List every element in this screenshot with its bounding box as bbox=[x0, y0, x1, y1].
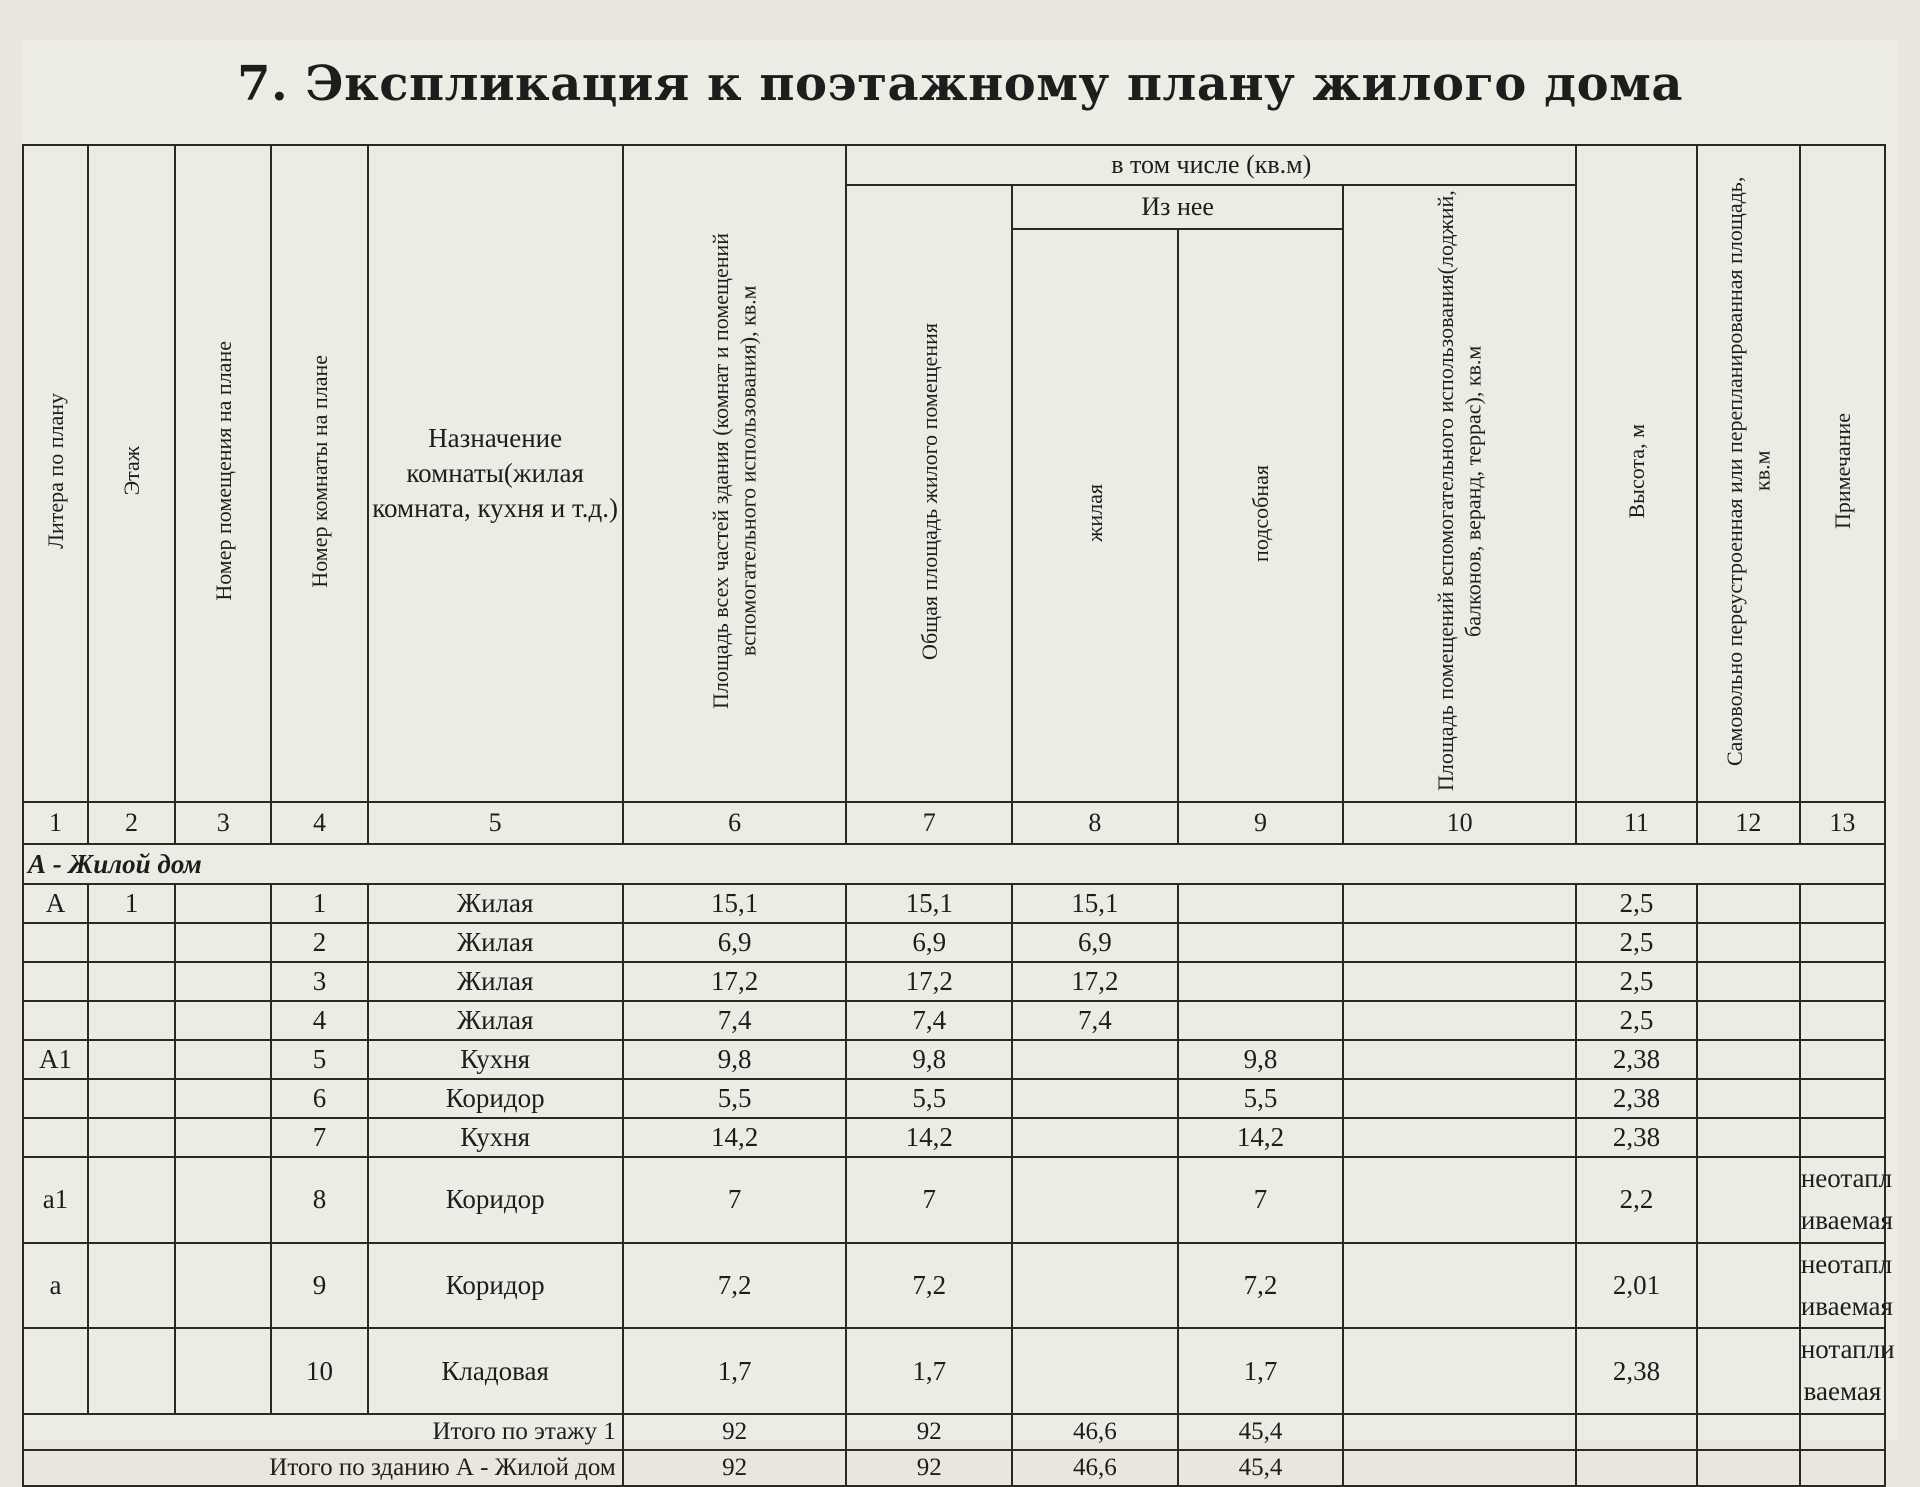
table-row bbox=[23, 1001, 1885, 1040]
height-cell: 2,2 bbox=[1576, 1157, 1697, 1243]
room-number-cell bbox=[175, 1328, 271, 1414]
note-cell bbox=[1800, 884, 1885, 923]
veranda-area-cell bbox=[1343, 1001, 1576, 1040]
column-number: 4 bbox=[271, 802, 367, 844]
area-total-cell: 7,4 bbox=[846, 1001, 1012, 1040]
height-cell: 2,38 bbox=[1576, 1079, 1697, 1118]
room-plan-cell: 1 bbox=[271, 884, 367, 923]
header-group-total: в том числе (кв.м) bbox=[846, 145, 1576, 185]
aux-area-cell: 7 bbox=[1178, 1157, 1344, 1243]
aux-area-cell: 14,2 bbox=[1178, 1118, 1344, 1157]
column-number: 8 bbox=[1012, 802, 1178, 844]
room-number-cell bbox=[175, 884, 271, 923]
column-number: 12 bbox=[1697, 802, 1800, 844]
area-all-cell: 7,2 bbox=[623, 1243, 847, 1329]
table-header bbox=[23, 145, 1885, 844]
note-cell bbox=[1800, 923, 1885, 962]
area-total-cell: 7,2 bbox=[846, 1243, 1012, 1329]
note-cell bbox=[1800, 1079, 1885, 1118]
unauthorized-area-cell bbox=[1697, 1157, 1800, 1243]
table-row bbox=[23, 1079, 1885, 1118]
room-plan-cell: 4 bbox=[271, 1001, 367, 1040]
total-empty-cell bbox=[1697, 1414, 1800, 1450]
total-value: 45,4 bbox=[1178, 1414, 1344, 1450]
living-area-cell: 15,1 bbox=[1012, 884, 1178, 923]
header-cell: Самовольно переустроенная или перепланированная площадь, кв.м bbox=[1697, 145, 1800, 802]
height-cell: 2,01 bbox=[1576, 1243, 1697, 1329]
area-all-cell: 17,2 bbox=[623, 962, 847, 1001]
table-row bbox=[23, 962, 1885, 1001]
total-row bbox=[23, 1414, 1885, 1450]
header-group-sub: Из нее bbox=[1012, 185, 1343, 229]
living-area-cell bbox=[1012, 1118, 1178, 1157]
area-total-cell: 14,2 bbox=[846, 1118, 1012, 1157]
room-number-cell bbox=[175, 1243, 271, 1329]
floor-cell bbox=[88, 923, 175, 962]
area-all-cell: 14,2 bbox=[623, 1118, 847, 1157]
litera-cell: а1 bbox=[23, 1157, 88, 1243]
purpose-cell: Жилая bbox=[368, 923, 623, 962]
total-empty-cell bbox=[1697, 1450, 1800, 1486]
floor-cell bbox=[88, 1079, 175, 1118]
column-number: 11 bbox=[1576, 802, 1697, 844]
floor-cell bbox=[88, 1157, 175, 1243]
height-cell: 2,38 bbox=[1576, 1328, 1697, 1414]
total-empty-cell bbox=[1343, 1414, 1576, 1450]
purpose-cell: Коридор bbox=[368, 1079, 623, 1118]
column-numbers-row bbox=[23, 802, 1885, 844]
room-number-cell bbox=[175, 1157, 271, 1243]
veranda-area-cell bbox=[1343, 1040, 1576, 1079]
area-total-cell: 6,9 bbox=[846, 923, 1012, 962]
unauthorized-area-cell bbox=[1697, 923, 1800, 962]
area-all-cell: 15,1 bbox=[623, 884, 847, 923]
unauthorized-area-cell bbox=[1697, 884, 1800, 923]
litera-cell bbox=[23, 1118, 88, 1157]
area-all-cell: 7,4 bbox=[623, 1001, 847, 1040]
unauthorized-area-cell bbox=[1697, 1328, 1800, 1414]
litera-cell: А bbox=[23, 884, 88, 923]
total-value: 46,6 bbox=[1012, 1450, 1178, 1486]
litera-cell bbox=[23, 1328, 88, 1414]
room-plan-cell: 6 bbox=[271, 1079, 367, 1118]
total-label: Итого по зданию А - Жилой дом bbox=[23, 1450, 623, 1486]
purpose-cell: Жилая bbox=[368, 962, 623, 1001]
purpose-cell: Кухня bbox=[368, 1040, 623, 1079]
floor-cell bbox=[88, 1118, 175, 1157]
aux-area-cell: 7,2 bbox=[1178, 1243, 1344, 1329]
litera-cell bbox=[23, 1079, 88, 1118]
room-plan-cell: 9 bbox=[271, 1243, 367, 1329]
area-total-cell: 1,7 bbox=[846, 1328, 1012, 1414]
room-plan-cell: 5 bbox=[271, 1040, 367, 1079]
table-body bbox=[23, 844, 1895, 1486]
total-value: 92 bbox=[846, 1414, 1012, 1450]
veranda-area-cell bbox=[1343, 1243, 1576, 1329]
table-row bbox=[23, 1157, 1885, 1243]
unauthorized-area-cell bbox=[1697, 962, 1800, 1001]
column-number: 13 bbox=[1800, 802, 1885, 844]
height-cell: 2,5 bbox=[1576, 1001, 1697, 1040]
litera-cell bbox=[23, 962, 88, 1001]
column-number: 1 bbox=[23, 802, 88, 844]
note-cell bbox=[1800, 1118, 1885, 1157]
total-value: 92 bbox=[846, 1450, 1012, 1486]
aux-area-cell bbox=[1178, 1001, 1344, 1040]
unauthorized-area-cell bbox=[1697, 1040, 1800, 1079]
header-cell: Площадь всех частей здания (комнат и помещений вспомогательного использования), кв.м bbox=[623, 145, 847, 802]
area-total-cell: 17,2 bbox=[846, 962, 1012, 1001]
height-cell: 2,5 bbox=[1576, 962, 1697, 1001]
height-cell: 2,38 bbox=[1576, 1118, 1697, 1157]
total-value: 46,6 bbox=[1012, 1414, 1178, 1450]
area-total-cell: 9,8 bbox=[846, 1040, 1012, 1079]
table-row bbox=[23, 923, 1885, 962]
header-cell: Номер комнаты на плане bbox=[271, 145, 367, 802]
floor-cell bbox=[88, 1328, 175, 1414]
floor-cell bbox=[88, 1243, 175, 1329]
unauthorized-area-cell bbox=[1697, 1118, 1800, 1157]
aux-area-cell bbox=[1178, 923, 1344, 962]
veranda-area-cell bbox=[1343, 1118, 1576, 1157]
floor-cell bbox=[88, 962, 175, 1001]
header-cell: подсобная bbox=[1178, 229, 1344, 802]
total-label: Итого по этажу 1 bbox=[23, 1414, 623, 1450]
note-cell bbox=[1800, 1001, 1885, 1040]
section-title: А - Жилой дом bbox=[23, 844, 1885, 884]
area-all-cell: 6,9 bbox=[623, 923, 847, 962]
header-cell: Номер помещения на плане bbox=[175, 145, 271, 802]
living-area-cell: 17,2 bbox=[1012, 962, 1178, 1001]
explication-table bbox=[22, 144, 1895, 1487]
purpose-cell: Жилая bbox=[368, 1001, 623, 1040]
height-cell: 2,5 bbox=[1576, 923, 1697, 962]
floor-cell bbox=[88, 1040, 175, 1079]
living-area-cell bbox=[1012, 1079, 1178, 1118]
room-plan-cell: 3 bbox=[271, 962, 367, 1001]
table-row bbox=[23, 884, 1885, 923]
note-cell: нотапли ваемая bbox=[1800, 1328, 1885, 1414]
total-value: 92 bbox=[623, 1414, 847, 1450]
note-cell: неотапл иваемая bbox=[1800, 1157, 1885, 1243]
column-number: 10 bbox=[1343, 802, 1576, 844]
total-empty-cell bbox=[1576, 1414, 1697, 1450]
section-row bbox=[23, 844, 1885, 884]
purpose-cell: Кухня bbox=[368, 1118, 623, 1157]
room-plan-cell: 7 bbox=[271, 1118, 367, 1157]
height-cell: 2,38 bbox=[1576, 1040, 1697, 1079]
header-cell: Примечание bbox=[1800, 145, 1885, 802]
veranda-area-cell bbox=[1343, 962, 1576, 1001]
living-area-cell: 7,4 bbox=[1012, 1001, 1178, 1040]
room-number-cell bbox=[175, 1079, 271, 1118]
litera-cell: а bbox=[23, 1243, 88, 1329]
header-cell: Литера по плану bbox=[23, 145, 88, 802]
veranda-area-cell bbox=[1343, 1079, 1576, 1118]
total-empty-cell bbox=[1343, 1450, 1576, 1486]
living-area-cell bbox=[1012, 1243, 1178, 1329]
area-all-cell: 1,7 bbox=[623, 1328, 847, 1414]
header-cell: Этаж bbox=[88, 145, 175, 802]
room-plan-cell: 8 bbox=[271, 1157, 367, 1243]
veranda-area-cell bbox=[1343, 1157, 1576, 1243]
litera-cell bbox=[23, 923, 88, 962]
unauthorized-area-cell bbox=[1697, 1079, 1800, 1118]
header-cell: жилая bbox=[1012, 229, 1178, 802]
purpose-cell: Жилая bbox=[368, 884, 623, 923]
area-all-cell: 5,5 bbox=[623, 1079, 847, 1118]
total-empty-cell bbox=[1576, 1450, 1697, 1486]
purpose-cell: Кладовая bbox=[368, 1328, 623, 1414]
purpose-cell: Коридор bbox=[368, 1157, 623, 1243]
header-cell: Площадь помещений вспомогательного использования(лоджий, балконов, веранд, террас), кв.м bbox=[1343, 185, 1576, 802]
total-row bbox=[23, 1450, 1885, 1486]
table-row bbox=[23, 1243, 1885, 1329]
header-cell: Назначение комнаты(жилая комната, кухня и т.д.) bbox=[368, 145, 623, 802]
room-number-cell bbox=[175, 1001, 271, 1040]
aux-area-cell: 5,5 bbox=[1178, 1079, 1344, 1118]
height-cell: 2,5 bbox=[1576, 884, 1697, 923]
area-total-cell: 15,1 bbox=[846, 884, 1012, 923]
column-number: 3 bbox=[175, 802, 271, 844]
document-sheet bbox=[22, 40, 1898, 1482]
column-number: 6 bbox=[623, 802, 847, 844]
room-number-cell bbox=[175, 962, 271, 1001]
aux-area-cell: 1,7 bbox=[1178, 1328, 1344, 1414]
litera-cell bbox=[23, 1001, 88, 1040]
purpose-cell: Коридор bbox=[368, 1243, 623, 1329]
column-number: 9 bbox=[1178, 802, 1344, 844]
veranda-area-cell bbox=[1343, 1328, 1576, 1414]
total-empty-cell bbox=[1800, 1414, 1885, 1450]
note-cell bbox=[1800, 962, 1885, 1001]
table-row bbox=[23, 1328, 1885, 1414]
litera-cell: А1 bbox=[23, 1040, 88, 1079]
table-row bbox=[23, 1040, 1885, 1079]
area-all-cell: 9,8 bbox=[623, 1040, 847, 1079]
document-title: 7. Экспликация к поэтажному плану жилого дома bbox=[237, 56, 1683, 112]
unauthorized-area-cell bbox=[1697, 1001, 1800, 1040]
room-number-cell bbox=[175, 1118, 271, 1157]
header-cell: Общая площадь жилого помещения bbox=[846, 185, 1012, 802]
veranda-area-cell bbox=[1343, 884, 1576, 923]
column-number: 2 bbox=[88, 802, 175, 844]
floor-cell bbox=[88, 1001, 175, 1040]
header-cell: Высота, м bbox=[1576, 145, 1697, 802]
total-value: 92 bbox=[623, 1450, 847, 1486]
total-empty-cell bbox=[1800, 1450, 1885, 1486]
total-value: 45,4 bbox=[1178, 1450, 1344, 1486]
aux-area-cell bbox=[1178, 884, 1344, 923]
living-area-cell bbox=[1012, 1328, 1178, 1414]
room-plan-cell: 2 bbox=[271, 923, 367, 962]
area-total-cell: 7 bbox=[846, 1157, 1012, 1243]
veranda-area-cell bbox=[1343, 923, 1576, 962]
area-all-cell: 7 bbox=[623, 1157, 847, 1243]
room-plan-cell: 10 bbox=[271, 1328, 367, 1414]
floor-cell: 1 bbox=[88, 884, 175, 923]
column-number: 7 bbox=[846, 802, 1012, 844]
living-area-cell bbox=[1012, 1040, 1178, 1079]
living-area-cell: 6,9 bbox=[1012, 923, 1178, 962]
column-number: 5 bbox=[368, 802, 623, 844]
aux-area-cell: 9,8 bbox=[1178, 1040, 1344, 1079]
unauthorized-area-cell bbox=[1697, 1243, 1800, 1329]
note-cell: неотапл иваемая bbox=[1800, 1243, 1885, 1329]
living-area-cell bbox=[1012, 1157, 1178, 1243]
table-row bbox=[23, 1118, 1885, 1157]
aux-area-cell bbox=[1178, 962, 1344, 1001]
note-cell bbox=[1800, 1040, 1885, 1079]
area-total-cell: 5,5 bbox=[846, 1079, 1012, 1118]
room-number-cell bbox=[175, 923, 271, 962]
room-number-cell bbox=[175, 1040, 271, 1079]
